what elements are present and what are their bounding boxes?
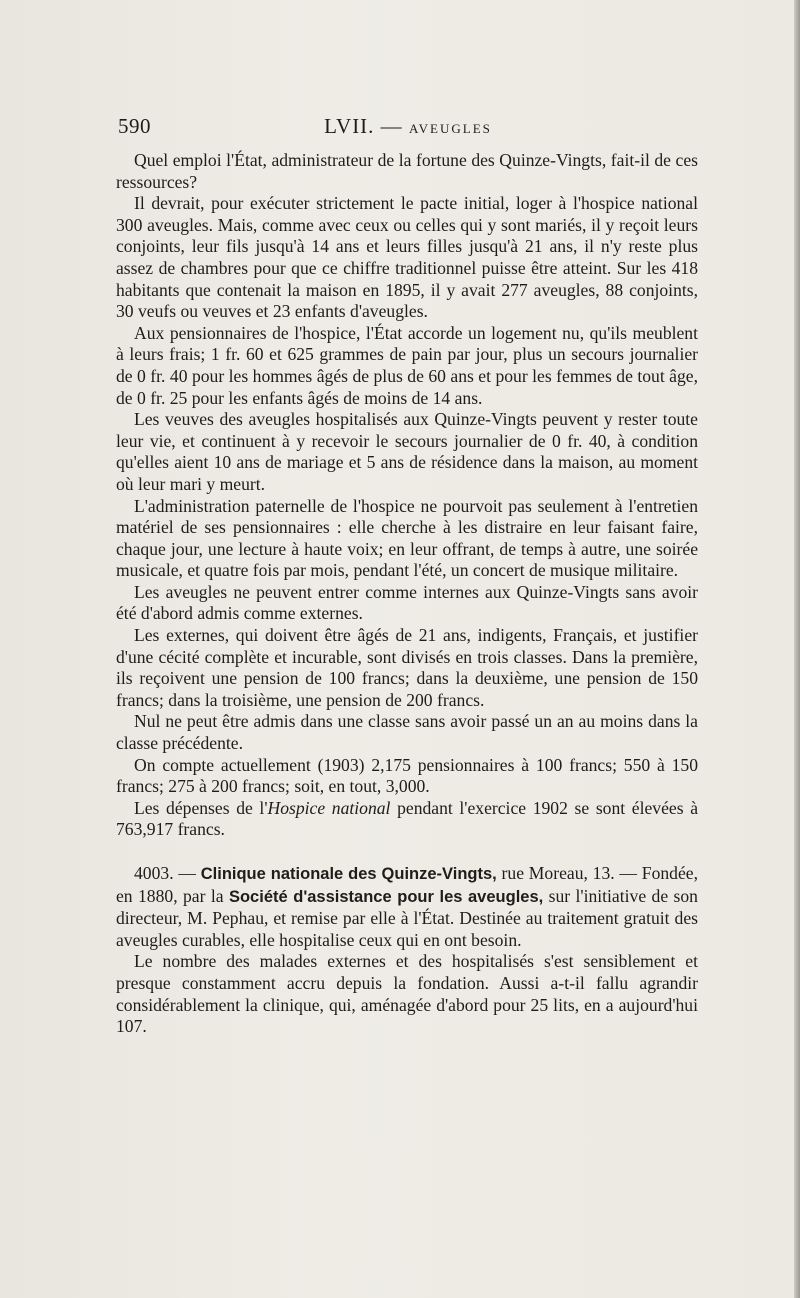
- section-gap: [116, 841, 698, 863]
- page-edge-shadow: [794, 0, 800, 1298]
- clinique-text: sur l'initiative de son directeur, M. Pephau, et remise par elle à l'État. Destinée au traitement gratuit des aveugles curables, elle hospitalise ceux qui en ont besoin.: [116, 885, 698, 950]
- paragraph: Quel emploi l'État, administrateur de la fortune des Quinze-Vingts, fait-il de ces ressources?: [116, 150, 698, 192]
- expenses-paragraph: [116, 798, 698, 841]
- paragraph: Aux pensionnaires de l'hospice, l'État accorde un logement nu, qu'ils meublent à leurs frais; 1 fr. 60 et 625 grammes de pain par jour, plus un secours journalier de 0 fr. 40 pour les hommes âgés de plus de 60 ans et pour les femmes de tout âge, de 0 fr. 25 pour les enfants âgés de moins de 14 ans.: [116, 322, 698, 408]
- clinique-paragraph: [116, 863, 698, 951]
- section-number: 4003. —: [134, 863, 201, 883]
- expenses-text-before: Les dépenses de l': [134, 797, 268, 818]
- page-number: 590: [118, 114, 151, 138]
- paragraph: On compte actuellement (1903) 2,175 pensionnaires à 100 francs; 550 à 150 francs; 275 à 200 francs; soit, en tout, 3,000.: [116, 754, 698, 797]
- chapter-title: AVEUGLES: [408, 121, 492, 136]
- clinique-name: Clinique nationale des Quinze-Vingts,: [200, 865, 497, 883]
- clinique-address: rue Moreau, 13. — Fondée, en 1880, par la: [116, 863, 698, 906]
- running-head: [118, 114, 698, 139]
- body-text: [116, 150, 698, 1038]
- chapter-number: LVII. —: [324, 114, 403, 138]
- paragraph: Les veuves des aveugles hospitalisés aux Quinze-Vingts peuvent y rester toute leur vie, et continuent à y recevoir le secours journalier de 0 fr. 40, à condition qu'elles aient 10 ans de mariage et 5 ans de résidence dans la maison, au moment où leur mari y meurt.: [116, 409, 698, 494]
- paragraph: L'administration paternelle de l'hospice ne pourvoit pas seulement à l'entretien matériel de ses pensionnaires : elle cherche à les distraire en leur faisant faire, chaque jour, une lecture à haute voix; en leur offrant, de temps à autre, une soirée musicale, et quatre fois par mois, pendant l'été, un concert de musique militaire.: [116, 495, 698, 581]
- page-header: [118, 114, 698, 142]
- society-name: Société d'assistance pour les aveugles,: [228, 887, 544, 906]
- expenses-text-after: pendant l'exercice 1902 se sont élevées à 763,917 francs.: [116, 797, 699, 840]
- paragraph: Nul ne peut être admis dans une classe sans avoir passé un an au moins dans la classe précédente.: [116, 711, 698, 754]
- final-paragraph: Le nombre des malades externes et des hospitalisés s'est sensiblement et presque constamment accru depuis la fondation. Aussi a-t-il fallu agrandir considérablement la clinique, qui, aménagée d'abord pour 25 lits, en a aujourd'hui 107.: [116, 951, 698, 1037]
- paragraph: Les aveugles ne peuvent entrer comme internes aux Quinze-Vingts sans avoir été d'abord admis comme externes.: [116, 581, 698, 624]
- paragraph: Il devrait, pour exécuter strictement le pacte initial, loger à l'hospice national 300 aveugles. Mais, comme avec ceux ou celles qui y sont mariés, il y reçoit leurs conjoints, leur fils jusqu'à 14 ans et leurs filles jusqu'à 21 ans, il n'y reste plus assez de chambres pour que ce chiffre traditionnel puisse être atteint. Sur les 418 habitants que contenait la maison en 1895, il y avait 277 aveugles, 88 conjoints, 30 veufs ou veuves et 23 enfants d'aveugles.: [116, 193, 698, 322]
- paragraph: Les externes, qui doivent être âgés de 21 ans, indigents, Français, et justifier d'une cécité complète et incurable, sont divisés en trois classes. Dans la première, ils reçoivent une pension de 100 francs; dans la deuxième, une pension de 150 francs; dans la troisième, une pension de 200 francs.: [116, 625, 698, 710]
- hospice-national-italic: Hospice national: [267, 797, 391, 818]
